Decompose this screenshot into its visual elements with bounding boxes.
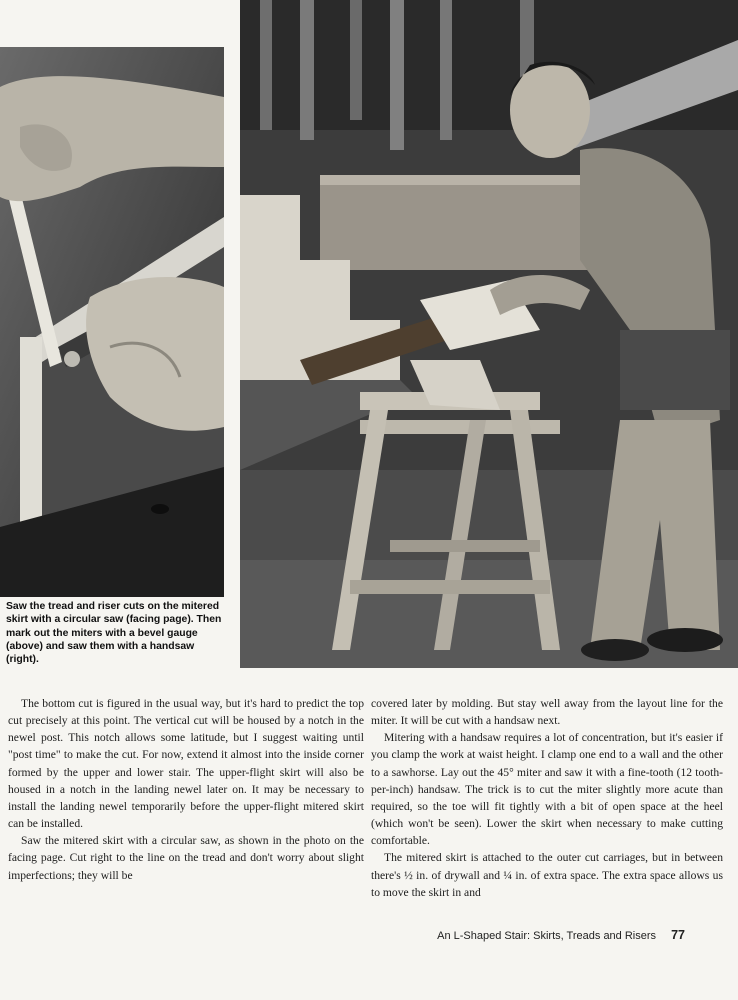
photo-bevel-gauge <box>0 47 224 597</box>
photo-caption: Saw the tread and riser cuts on the mitered skirt with a circular saw (facing page). Then mark out the miters with a bevel gauge (above) and saw them with a handsaw (right). <box>6 601 222 666</box>
paragraph: covered later by molding. But stay well away from the layout line for the miter. It will be cut with a handsaw next. <box>371 697 723 728</box>
running-title: An L-Shaped Stair: Skirts, Treads and Risers <box>437 930 657 942</box>
photo-handsaw-sawhorse <box>240 0 738 668</box>
paragraph: Saw the mitered skirt with a circular saw, as shown in the photo on the facing page. Cut right to the line on the tread and don't worry about slight imperfections; they will be <box>8 834 364 882</box>
paragraph: The mitered skirt is attached to the outer cut carriages, but in between there's ½ in. of drywall and ¼ in. of extra space. The extra space allows us to move the skirt in and <box>371 851 723 899</box>
bevel-gauge-photo-icon <box>0 47 224 597</box>
page-number: 77 <box>671 928 685 942</box>
paragraph: Mitering with a handsaw requires a lot of concentration, but it's easier if you clamp the work at waist height. I clamp one end to a wall and the other to a sawhorse. Lay out the 45° miter and saw it with a fine-tooth (12 tooth-per-inch) handsaw. The trick is to cut the miter slightly more acute than required, so the toe will fit tightly with a bit of open space at the heel (which won't be seen). Lower the skirt when necessary to make cutting comfortable. <box>371 731 723 848</box>
handsaw-sawhorse-photo-icon <box>240 0 738 668</box>
body-column-left <box>8 695 364 884</box>
body-column-right <box>371 695 723 901</box>
paragraph: The bottom cut is figured in the usual way, but it's hard to predict the top cut precisely at this point. The vertical cut will be housed by a notch in the newel post. This notch allows some latitude, but I suggest waiting until "post time" to make the cut. For now, extend it almost into the inside corner formed by the upper and lower stair. The upper-flight skirt will also be housed in a notch in the landing newel later on. It may be necessary to install the landing newel temporarily before the upper-flight mitered skirt can be installed. <box>8 697 364 831</box>
page-footer <box>437 928 685 942</box>
